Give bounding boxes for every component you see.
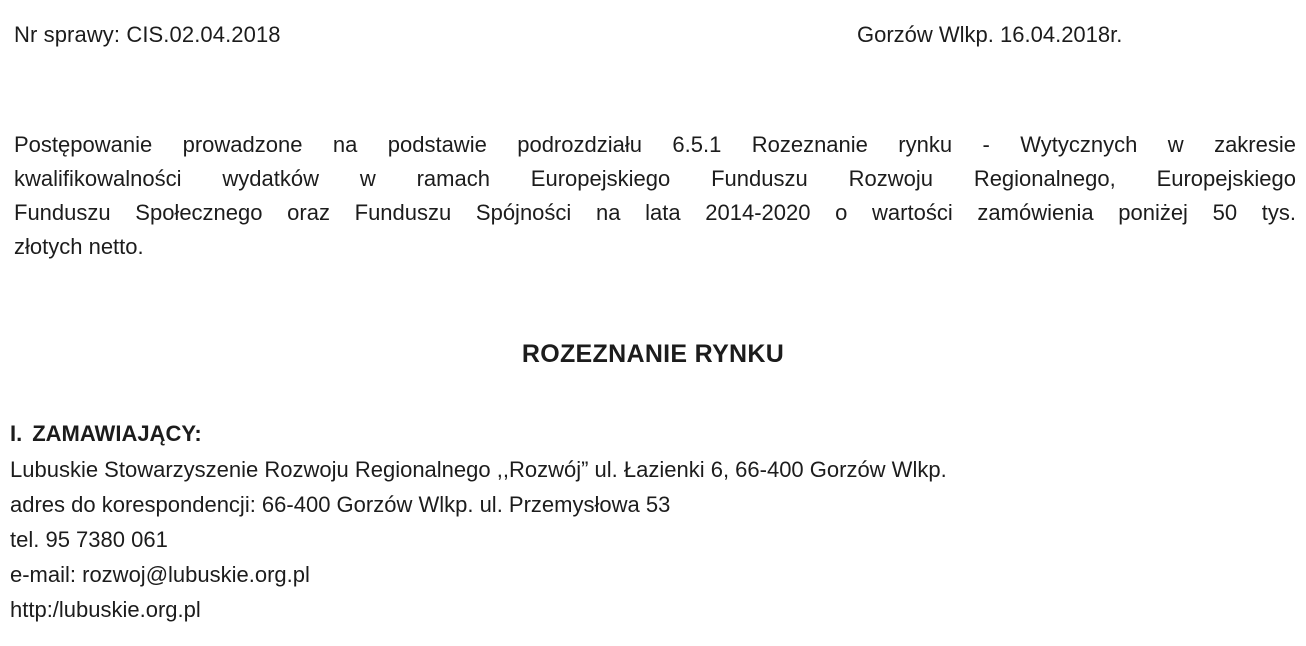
document-title: ROZEZNANIE RYNKU (521, 340, 785, 368)
intro-line: złotych netto. (14, 234, 144, 259)
case-number: Nr sprawy: CIS.02.04.2018 (14, 22, 281, 47)
intro-line: Postępowanie prowadzone na podstawie podrozdziału 6.5.1 Rozeznanie rynku - Wytycznych w zakresie (14, 132, 1296, 157)
section-number: I. (10, 421, 23, 446)
intro-line: kwalifikowalności wydatków w ramach Europejskiego Funduszu Rozwoju Regionalnego, Europejskiego (14, 166, 1296, 191)
section-heading (10, 421, 202, 447)
phone-number: tel. 95 7380 061 (10, 527, 168, 552)
intro-paragraph (14, 128, 1296, 264)
intro-line: Funduszu Społecznego oraz Funduszu Spójności na lata 2014-2020 o wartości zamówienia poniżej 50 tys. (14, 200, 1296, 225)
website-address: http:/lubuskie.org.pl (10, 597, 201, 622)
email-address: e-mail: rozwoj@lubuskie.org.pl (10, 562, 310, 587)
place-and-date: Gorzów Wlkp. 16.04.2018r. (857, 22, 1123, 47)
section-title: ZAMAWIAJĄCY: (32, 421, 202, 446)
correspondence-address: adres do korespondencji: 66-400 Gorzów Wlkp. ul. Przemysłowa 53 (10, 492, 671, 517)
organization-address: Lubuskie Stowarzyszenie Rozwoju Regionalnego ,,Rozwój” ul. Łazienki 6, 66-400 Gorzów Wlkp. (10, 457, 947, 482)
contracting-authority-details (10, 452, 947, 627)
